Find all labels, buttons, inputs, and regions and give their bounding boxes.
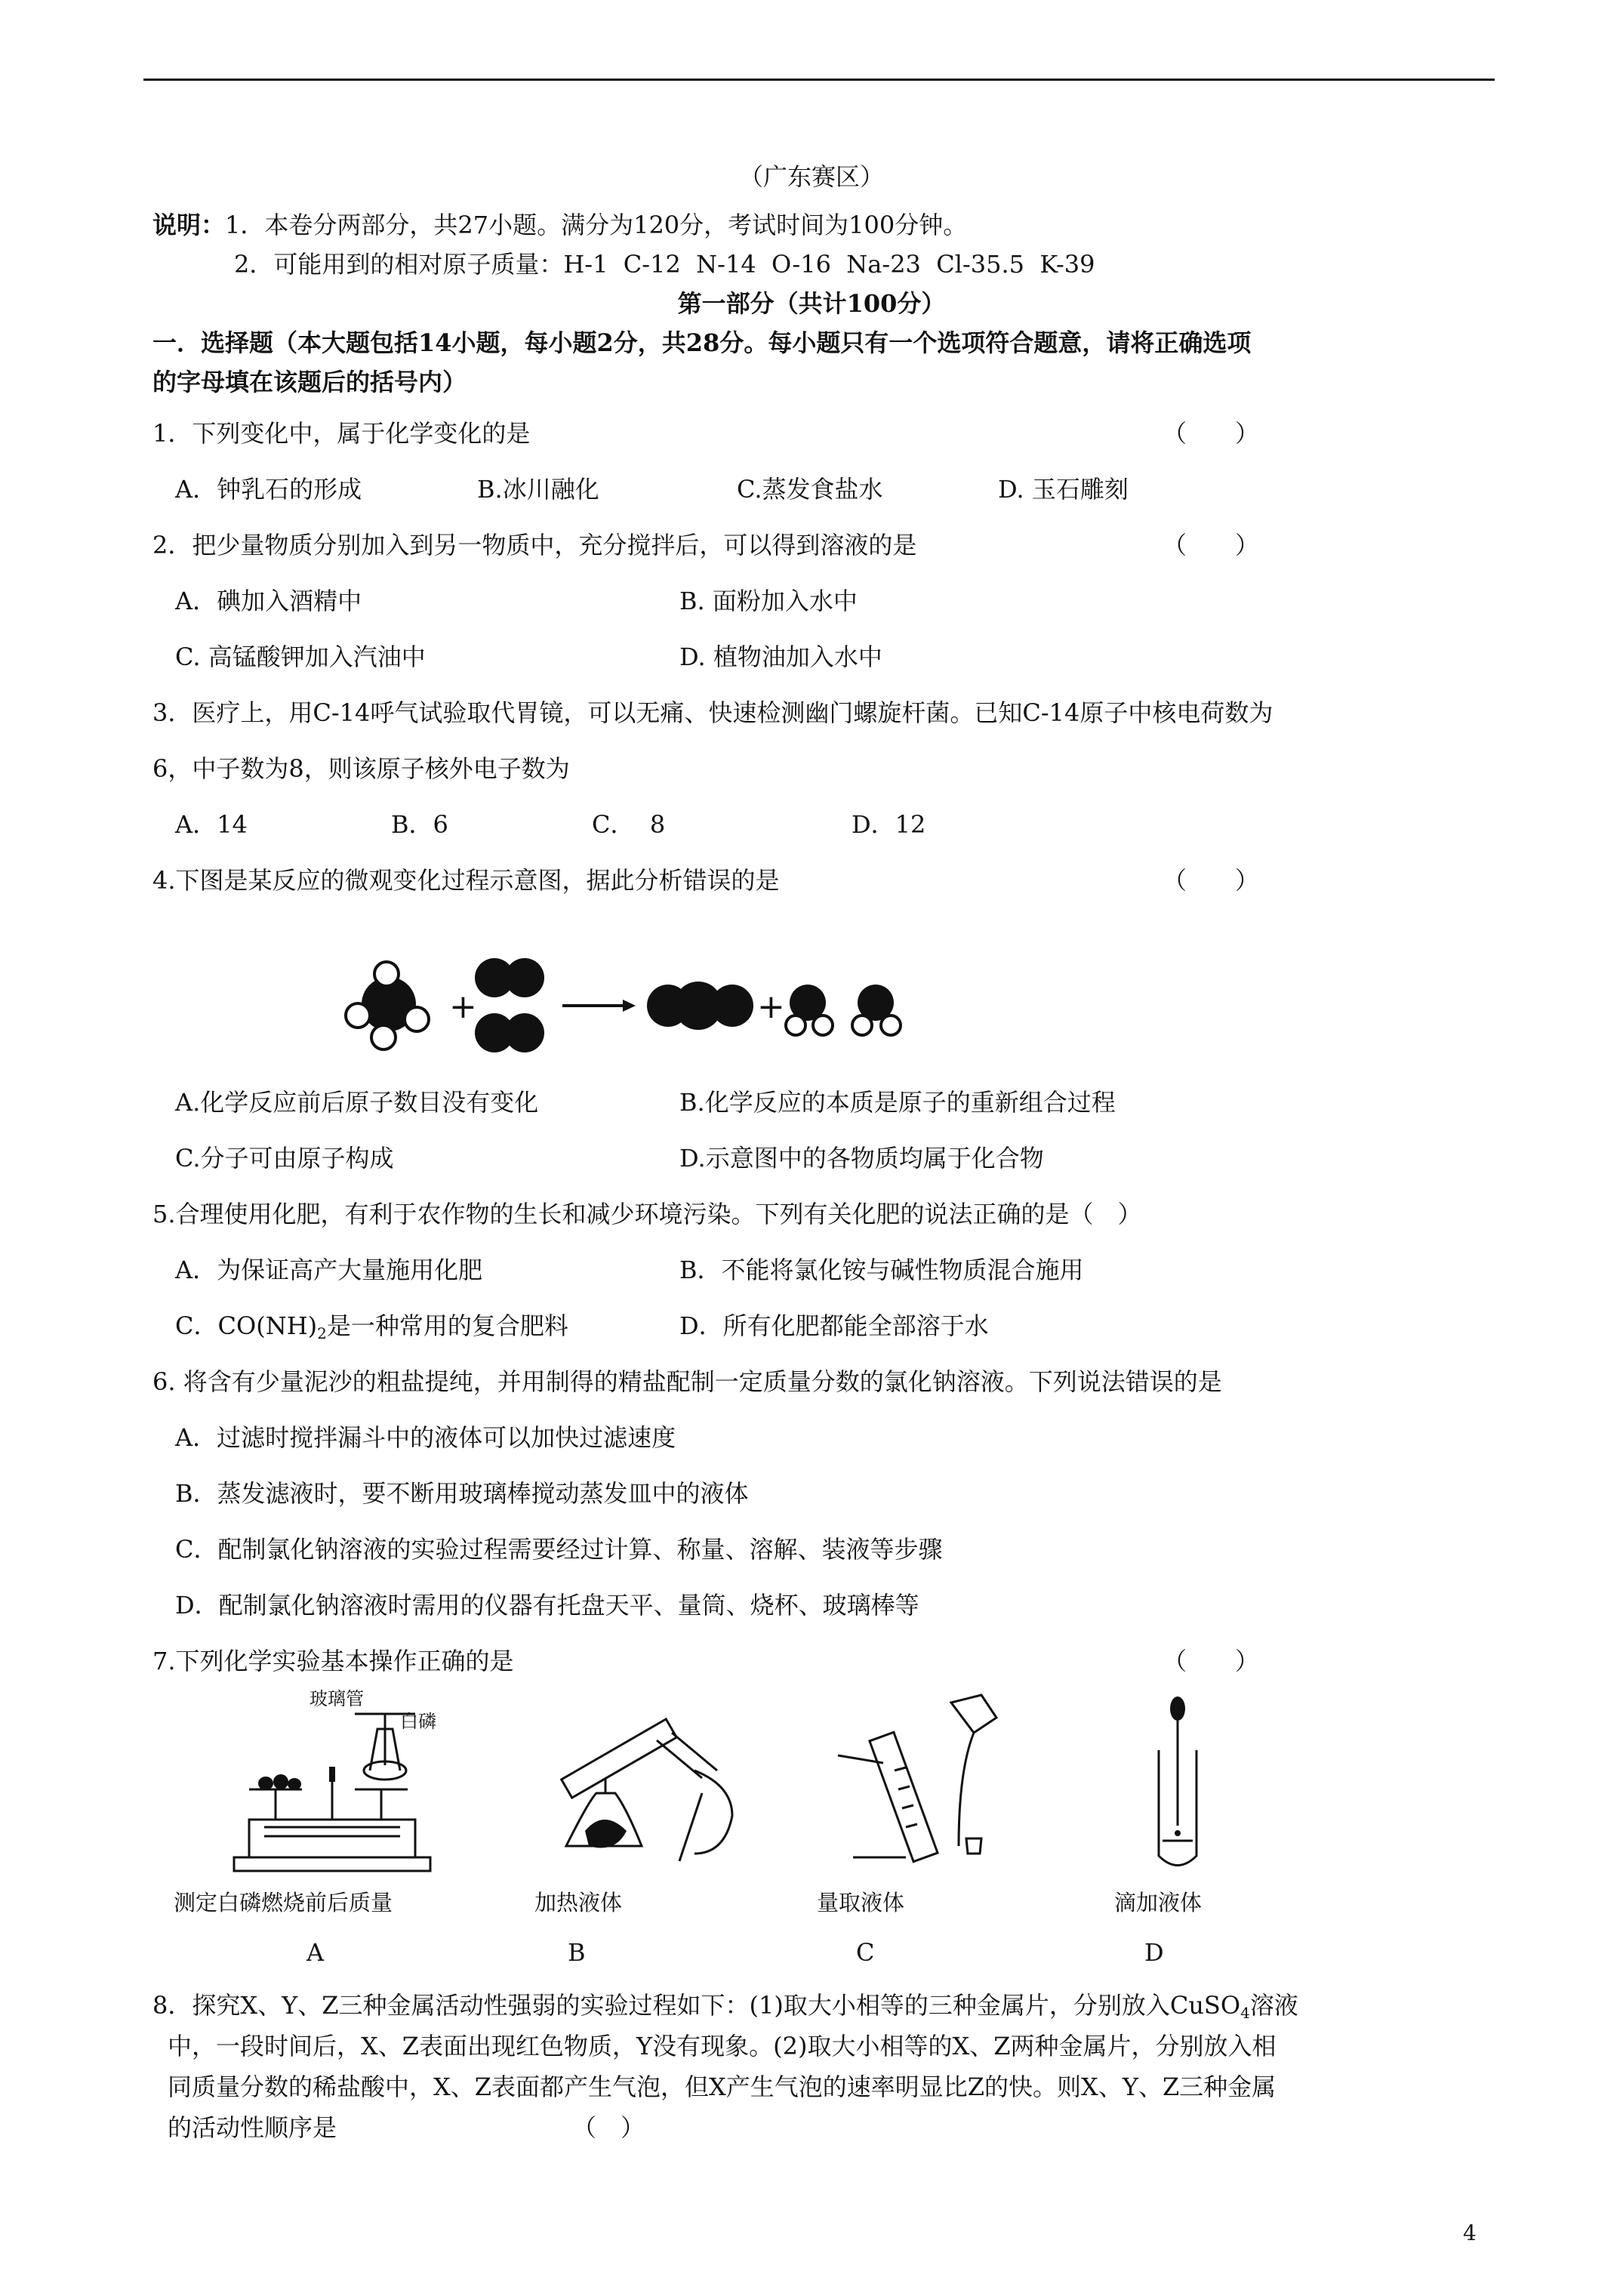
reaction-diagram [325,944,929,1072]
q4-option-a: A.化学反应前后原子数目没有变化 [175,1088,539,1117]
q1-option-a: A．钟乳石的形成 [175,475,362,504]
note-line-2: 2．可能用到的相对原子质量：H-1 C-12 N-14 O-16 Na-23 Cl-35.5 K-39 [234,250,1095,279]
q1-option-c: C.蒸发食盐水 [737,475,883,504]
page-number: 4 [1463,2220,1477,2245]
q1-bracket: （ ） [1163,419,1260,448]
q2-option-a: A．碘加入酒精中 [175,587,362,615]
q1-option-b: B.冰川融化 [477,475,599,504]
q6-option-c: C．配制氯化钠溶液的实验过程需要经过计算、称量、溶解、装液等步骤 [175,1535,943,1564]
heating-figure [544,1703,747,1876]
q4-bracket: （ ） [1163,866,1260,895]
label-white-phosphorus: 白磷 [400,1711,436,1732]
q4-option-d: D.示意图中的各物质均属于化合物 [679,1144,1044,1173]
q5-option-a: A．为保证高产大量施用化肥 [175,1256,483,1284]
q4-option-b: B.化学反应的本质是原子的重新组合过程 [679,1088,1116,1117]
letter-d: D [1144,1938,1164,1967]
q8-line-4: 的活动性顺序是 [168,2113,337,2142]
q5-option-b: B．不能将氯化铵与碱性物质混合施用 [679,1256,1084,1284]
note-line-1: 1．本卷分两部分，共27小题。满分为120分，考试时间为100分钟。 [225,211,968,239]
q8-line-2: 中，一段时间后，X、Z表面出现红色物质，Y没有现象。(2)取大小相等的X、Z两种金属片，分别放入相 [168,2032,1277,2060]
reactant-molecule-1 [346,962,429,1049]
q6-option-d: D．配制氯化钠溶液时需用的仪器有托盘天平、量筒、烧杯、玻璃棒等 [175,1591,919,1620]
q2-stem: 2．把少量物质分别加入到另一物质中，充分搅拌后，可以得到溶液的是 [152,531,917,559]
measuring-figure [823,1687,1034,1876]
dropping-figure [1132,1690,1223,1878]
top-rule [143,79,1495,81]
q3-option-d: D．12 [852,810,926,839]
plus-sign-2: + [757,988,785,1026]
region-title: （广东赛区） [738,162,884,191]
q4-option-c: C.分子可由原子构成 [175,1144,394,1173]
q5-option-d: D．所有化肥都能全部溶于水 [679,1311,989,1340]
q2-option-d: D. 植物油加入水中 [679,643,882,671]
caption-c: 量取液体 [817,1890,905,1915]
caption-d: 滴加液体 [1114,1890,1203,1915]
reactant-molecule-2 [475,958,544,1052]
product-molecule-1 [647,982,753,1030]
q7-stem: 7.下列化学实验基本操作正确的是 [152,1647,514,1675]
caption-b: 加热液体 [534,1890,623,1915]
plus-sign-1: + [449,988,477,1026]
q6-stem: 6. 将含有少量泥沙的粗盐提纯，并用制得的精盐配制一定质量分数的氯化钠溶液。下列说法错误的是 [152,1367,1222,1396]
q3-stem-2: 6，中子数为8，则该原子核外电子数为 [152,754,570,783]
q3-option-c: C． 8 [592,810,666,839]
letter-b: B [568,1938,586,1967]
reaction-arrow [562,1000,636,1012]
label-glass-tube: 玻璃管 [310,1688,364,1709]
section1-heading-line1: 一．选择题（本大题包括14小题，每小题2分，共28分。每小题只有一个选项符合题意，请将正确选项 [152,328,1252,357]
q2-bracket: （ ） [1163,531,1260,559]
q3-option-b: B．6 [391,810,448,839]
q6-option-b: B．蒸发滤液时，要不断用玻璃棒搅动蒸发皿中的液体 [175,1479,749,1508]
q8-line-3: 同质量分数的稀盐酸中，X、Z表面都产生气泡，但X产生气泡的速率明显比Z的快。则X、Y、Z三种金属 [168,2073,1277,2101]
product-molecule-2 [786,985,901,1035]
caption-a: 测定白磷燃烧前后质量 [174,1890,393,1915]
q5-option-c: C．$CO(NH)_2$是一种常用的复合肥料 [175,1311,568,1342]
part1-title: 第一部分（共计100分） [677,289,946,318]
q7-bracket: （ ） [1163,1647,1260,1675]
q1-option-d: D. 玉石雕刻 [998,475,1129,504]
letter-c: C [856,1938,875,1967]
q5-stem: 5.合理使用化肥，有利于农作物的生长和减少环境污染。下列有关化肥的说法正确的是（ ） [152,1200,1142,1228]
q8-bracket: （ ） [572,2113,645,2142]
q2-option-c: C. 高锰酸钾加入汽油中 [175,643,426,671]
letter-a: A [306,1938,325,1967]
q8-stem: 8．探究X、Y、Z三种金属活动性强弱的实验过程如下：(1)取大小相等的三种金属片，分别放入CuSO$_4$溶液 [152,1991,1298,2022]
q2-option-b: B. 面粉加入水中 [679,587,858,615]
q1-stem: 1．下列变化中，属于化学变化的是 [152,419,531,448]
q6-option-a: A．过滤时搅拌漏斗中的液体可以加快过滤速度 [175,1423,676,1452]
q3-option-a: A．14 [175,810,248,839]
q4-stem: 4.下图是某反应的微观变化过程示意图，据此分析错误的是 [152,866,780,895]
note-label: 说明： [152,211,226,239]
section1-heading-line2: 的字母填在该题后的括号内） [152,368,467,396]
q3-stem: 3．医疗上，用C-14呼气试验取代胃镜，可以无痛、快速检测幽门螺旋杆菌。已知C-14原子中核电荷数为 [152,698,1273,727]
